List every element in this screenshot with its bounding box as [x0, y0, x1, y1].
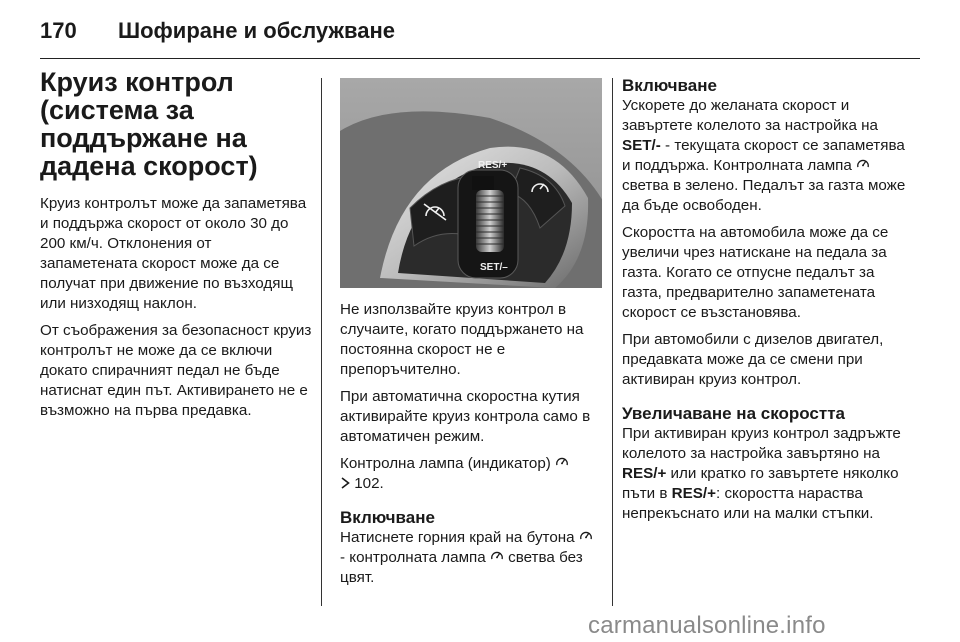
keyword-res: RES/+ [671, 485, 716, 502]
cruise-lamp-icon [579, 529, 593, 543]
paragraph: Не използвайте круиз контрол в случаите, когато поддържането на постоянна скорост не е препоръчително. [340, 301, 584, 378]
figure-label-set: SET/– [480, 262, 508, 273]
cruise-lamp-icon [856, 157, 870, 171]
paragraph: Натиснете горния край на бутона - контролната лампа светва без цвят. [340, 528, 602, 588]
paragraph: Контролна лампа (индикатор) 102. [340, 454, 602, 494]
header-rule [40, 58, 920, 59]
figure-label-res: RES/+ [478, 160, 508, 171]
paragraph: При активиран круиз контрол задръжте колелото за настройка завъртяно на RES/+ или кратко го завъртете няколко пъти в RES/+: скоростта нараства непрекъснато или на малки стъпки. [622, 425, 901, 522]
page-title: Круиз контрол (система за поддържане на дадена скорост) [40, 67, 258, 181]
paragraph: Скоростта на автомобила може да се увеличи чрез натискане на педала за газта. Когато се отпусне педалът за газта, предварително запаметената скорост се възстановява. [622, 224, 889, 321]
running-title: Шофиране и обслужване [118, 18, 396, 43]
paragraph: При автоматична скоростна кутия активирайте круиз контрола само в автоматичен режим. [340, 388, 591, 445]
keyword-res: RES/+ [622, 465, 667, 482]
column-3 [622, 76, 912, 531]
column-1 [40, 68, 312, 428]
keyword-set: SET/- [622, 137, 661, 154]
watermark: carmanualsonline.info [588, 612, 826, 639]
paragraph: При автомобили с дизелов двигател, предавката може да се смени при активиран круиз контрол. [622, 331, 884, 388]
paragraph: От съображения за безопасност круиз контролът не може да се включи докато спирачният педал не бъде натиснат един път. Активирането не е възможно на първа предавка. [40, 322, 312, 419]
page-number: 170 [40, 18, 77, 43]
page-reference-arrow-icon [340, 477, 350, 489]
section-title: Включване [622, 76, 717, 95]
paragraph: Круиз контролът може да запаметява и поддържа скорост от около 30 до 200 км/ч. Отклонения от запаметената скорост може да се получат при движение по възходящ или низходящ наклон. [40, 195, 307, 312]
steering-wheel-figure [340, 78, 602, 288]
cruise-lamp-icon [555, 455, 569, 469]
page-header [40, 14, 920, 46]
column-2 [340, 300, 602, 595]
section-title: Включване [340, 508, 435, 527]
paragraph: Ускорете до желаната скорост и завъртете колелото за настройка на SET/- - текущата скорост се запаметява и поддържа. Контролната лампа светва в зелено. Педалът за газта може да бъде освободен. [622, 97, 906, 214]
column-divider-left [321, 78, 322, 606]
cruise-lamp-icon [490, 549, 504, 563]
section-title: Увеличаване на скоростта [622, 404, 845, 423]
column-divider-right [612, 78, 613, 606]
